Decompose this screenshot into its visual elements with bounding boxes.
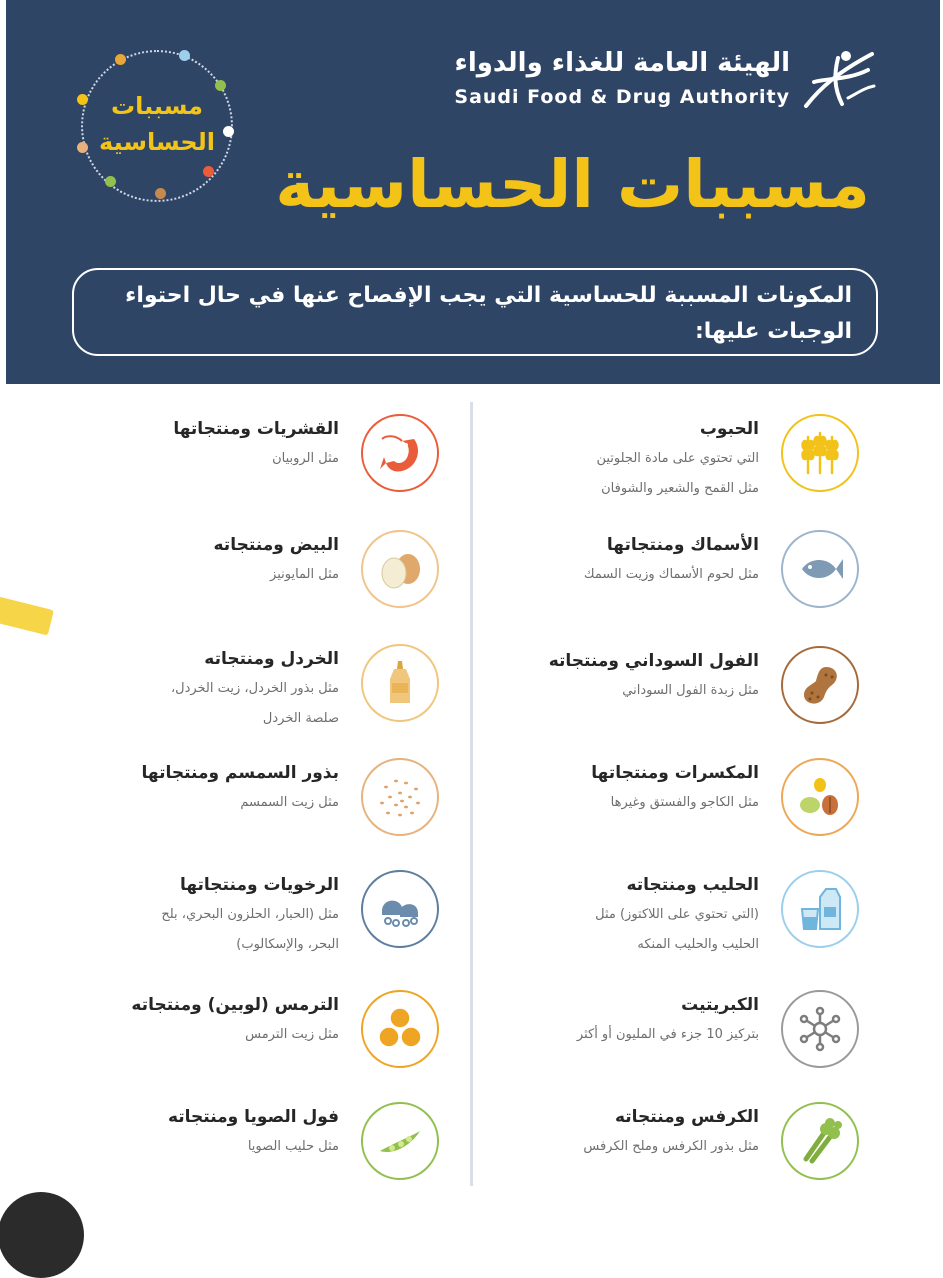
allergen-title: المكسرات ومنتجاتها	[591, 763, 759, 783]
icon-circle	[361, 870, 439, 948]
icon-circle	[781, 758, 859, 836]
allergen-nuts	[479, 758, 859, 868]
column-divider	[470, 402, 473, 1186]
allergen-text	[161, 872, 339, 958]
allergen-cereals	[479, 414, 859, 524]
mollusc-icon	[376, 885, 424, 933]
mustard-icon	[376, 659, 424, 707]
allergen-title: القشريات ومنتجاتها	[173, 419, 339, 439]
intro-box	[72, 268, 878, 356]
allergen-desc: (التي تحتوي على اللاكتوز) مثل	[595, 907, 759, 922]
food-dot-icon	[115, 54, 126, 65]
org-name-english: Saudi Food & Drug Authority	[454, 86, 790, 108]
sesame-icon	[376, 773, 424, 821]
allergen-desc: مثل زيت السمسم	[240, 795, 339, 810]
allergen-desc: مثل زيت الترمس	[245, 1027, 339, 1042]
allergen-desc: مثل بذور الخردل، زيت الخردل،	[170, 681, 339, 696]
food-dot-icon	[203, 166, 214, 177]
allergen-text	[131, 992, 339, 1052]
food-dot-icon	[155, 188, 166, 199]
allergen-desc: مثل حليب الصويا	[247, 1139, 339, 1154]
icon-circle	[361, 990, 439, 1068]
food-dot-icon	[105, 176, 116, 187]
allergen-peanut	[479, 646, 859, 756]
allergen-desc: صلصة الخردل	[262, 711, 339, 726]
soy-icon	[376, 1117, 424, 1165]
allergen-eggs	[59, 530, 439, 640]
allergen-desc: مثل بذور الكرفس وملح الكرفس	[583, 1139, 759, 1154]
allergen-desc: البحر، والإسكالوب)	[236, 937, 339, 952]
badge-text	[83, 88, 231, 160]
badge-line-2: الحساسية	[99, 128, 215, 156]
celery-icon	[796, 1117, 844, 1165]
allergen-crustaceans	[59, 414, 439, 524]
allergen-text	[584, 532, 759, 592]
header-banner	[6, 0, 940, 384]
allergen-desc: مثل الروبيان	[272, 451, 339, 466]
allergen-milk	[479, 870, 859, 980]
allergen-title: الحليب ومنتجاته	[626, 875, 759, 895]
allergen-text	[591, 760, 759, 820]
allergen-soy	[59, 1102, 439, 1212]
lupin-icon	[376, 1005, 424, 1053]
allergen-title: الحبوب	[699, 419, 759, 439]
allergen-sulphite	[479, 990, 859, 1100]
icon-circle	[361, 530, 439, 608]
allergen-desc: مثل زبدة الفول السوداني	[622, 683, 759, 698]
allergen-desc: مثل (الحبار، الحلزون البحري، بلح	[161, 907, 339, 922]
allergen-celery	[479, 1102, 859, 1212]
page-title: مسببات الحساسية	[275, 146, 870, 223]
icon-circle	[781, 1102, 859, 1180]
allergen-title: الترمس (لوبين) ومنتجاته	[131, 995, 339, 1015]
allergen-lupin	[59, 990, 439, 1100]
org-name-arabic: الهيئة العامة للغذاء والدواء	[454, 48, 790, 78]
allergen-molluscs	[59, 870, 439, 980]
allergen-title: الكبريتيت	[681, 995, 759, 1015]
icon-circle	[361, 758, 439, 836]
sfda-logo-icon	[798, 48, 880, 114]
icon-circle	[781, 990, 859, 1068]
wheat-icon	[796, 429, 844, 477]
allergen-title: الفول السوداني ومنتجاته	[548, 651, 759, 671]
icon-circle	[361, 1102, 439, 1180]
allergen-text	[171, 646, 339, 732]
allergen-desc: التي تحتوي على مادة الجلوتين	[596, 451, 759, 466]
allergen-title: الكرفس ومنتجاته	[614, 1107, 759, 1127]
allergen-text	[595, 872, 759, 958]
intro-text: المكونات المسببة للحساسية التي يجب الإفصاح عنها في حال احتواء الوجبات عليها:	[125, 283, 852, 344]
allergen-title: البيض ومنتجاته	[213, 535, 339, 555]
allergen-desc: بتركيز 10 جزء في المليون أو أكثر	[576, 1027, 759, 1042]
peanut-icon	[796, 661, 844, 709]
allergen-title: فول الصويا ومنتجاته	[167, 1107, 339, 1127]
icon-circle	[781, 414, 859, 492]
allergen-text	[549, 648, 759, 708]
allergen-desc: مثل الكاجو والفستق وغيرها	[610, 795, 759, 810]
decorative-stripe	[0, 590, 54, 635]
allergen-text	[577, 992, 759, 1052]
icon-circle	[781, 530, 859, 608]
allergen-desc: مثل المايونيز	[270, 567, 339, 582]
allergen-text	[214, 532, 340, 592]
allergen-title: الخردل ومنتجاته	[204, 649, 339, 669]
icon-circle	[361, 644, 439, 722]
food-dot-icon	[179, 50, 190, 61]
allergen-text	[141, 760, 339, 820]
molecule-icon	[796, 1005, 844, 1053]
sfda-logo	[440, 46, 880, 116]
allergen-text	[596, 416, 759, 502]
shrimp-icon	[376, 429, 424, 477]
allergen-desc: مثل القمح والشعير والشوفان	[601, 481, 759, 496]
fish-icon	[796, 545, 844, 593]
allergen-title: بذور السمسم ومنتجاتها	[141, 763, 339, 783]
allergen-text	[583, 1104, 759, 1164]
milk-icon	[796, 885, 844, 933]
allergen-sesame	[59, 758, 439, 868]
allergens-badge	[81, 50, 233, 202]
allergen-title: الأسماك ومنتجاتها	[606, 535, 759, 555]
allergen-fish	[479, 530, 859, 640]
allergen-title: الرخويات ومنتجاتها	[179, 875, 339, 895]
allergen-text	[168, 1104, 339, 1164]
badge-line-1: مسببات	[110, 92, 203, 120]
icon-circle	[361, 414, 439, 492]
icon-circle	[781, 870, 859, 948]
allergen-text	[173, 416, 339, 476]
allergen-desc: مثل لحوم الأسماك وزيت السمك	[583, 567, 759, 582]
egg-icon	[376, 545, 424, 593]
allergen-desc: الحليب والحليب المنكه	[637, 937, 759, 952]
icon-circle	[781, 646, 859, 724]
allergen-mustard	[59, 644, 439, 754]
nuts-icon	[796, 773, 844, 821]
